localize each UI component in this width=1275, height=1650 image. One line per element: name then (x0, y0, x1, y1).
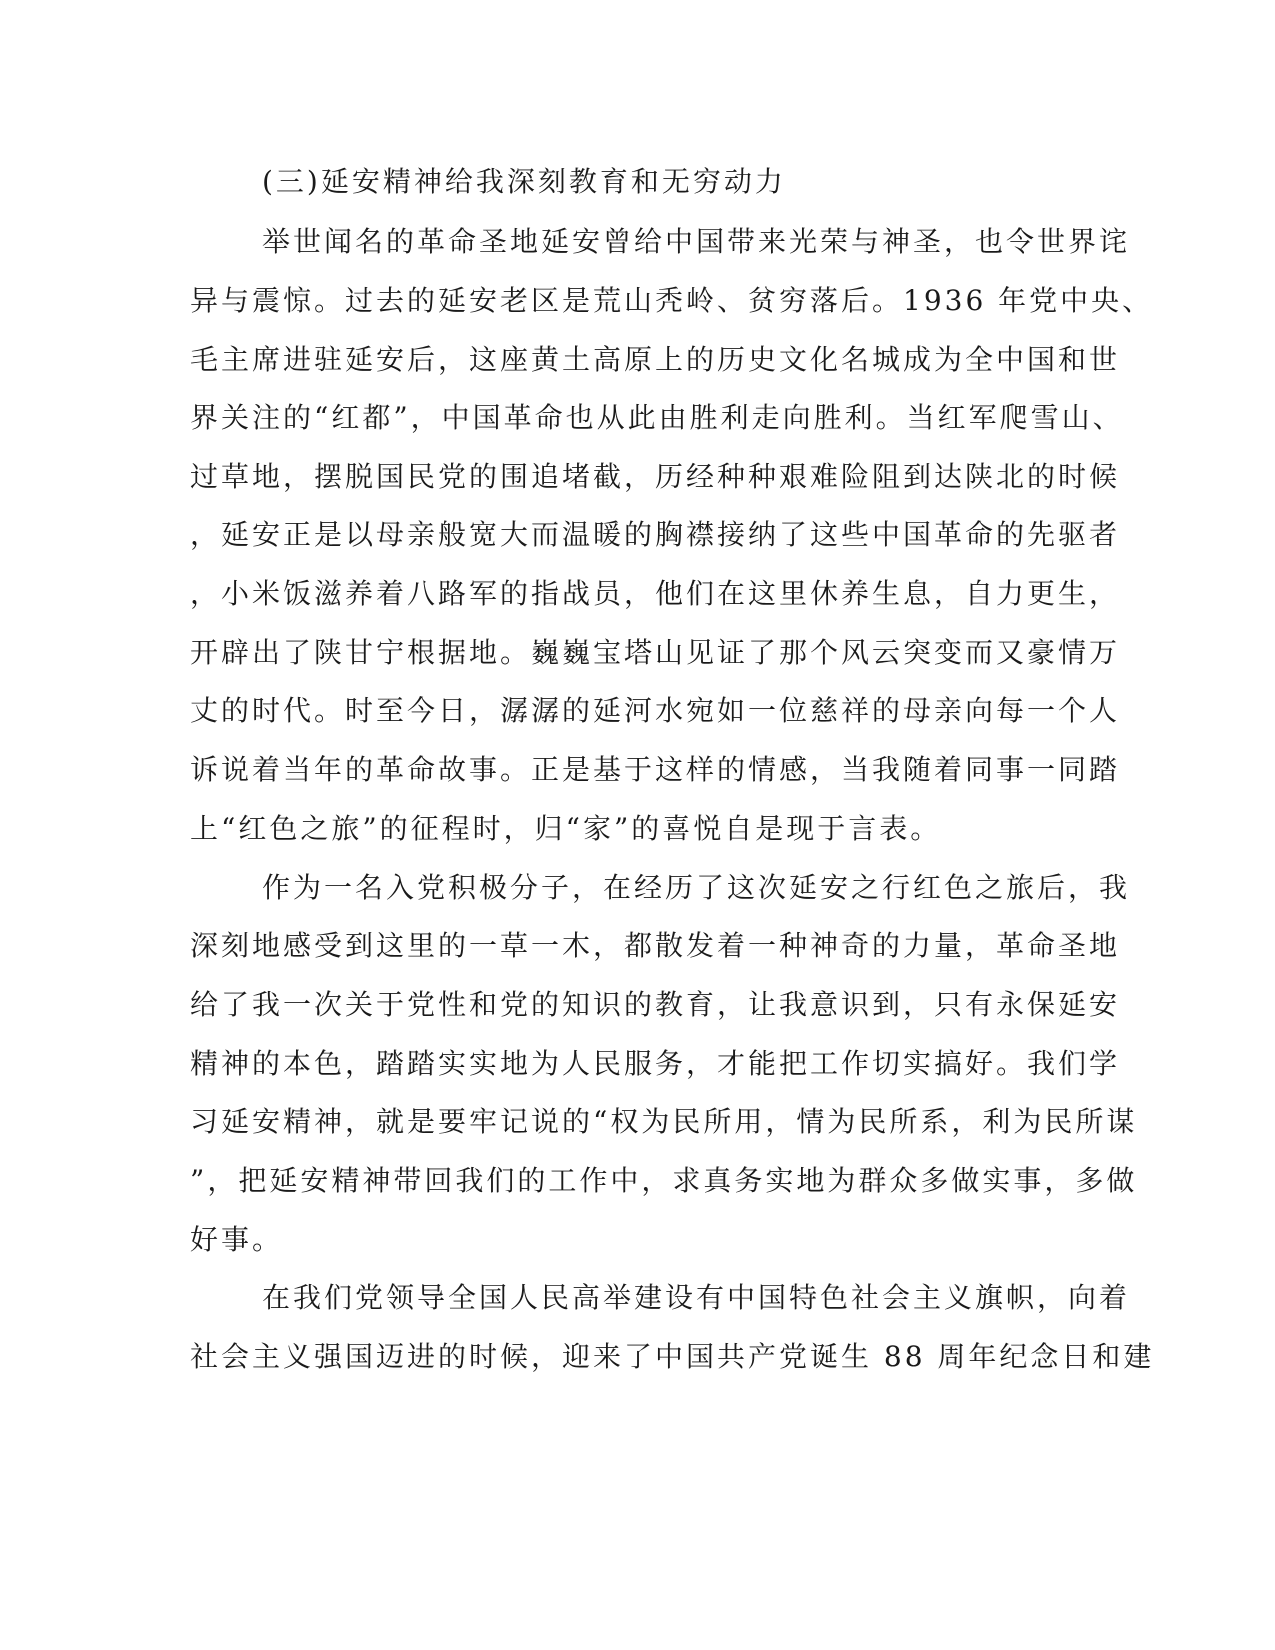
paragraph-line: 异与震惊。过去的延安老区是荒山秃岭、贫穷落后。1936 年党中央、 (190, 284, 1154, 317)
paragraph-line: 给了我一次关于党性和党的知识的教育，让我意识到，只有永保延安 (190, 988, 1121, 1021)
paragraph-line: 诉说着当年的革命故事。正是基于这样的情感，当我随着同事一同踏 (190, 753, 1121, 786)
paragraph-line: 举世闻名的革命圣地延安曾给中国带来光荣与神圣，也令世界诧 (262, 225, 1131, 258)
paragraph-line: 作为一名入党积极分子，在经历了这次延安之行红色之旅后，我 (262, 871, 1131, 904)
paragraph-line: 丈的时代。时至今日，潺潺的延河水宛如一位慈祥的母亲向每一个人 (190, 694, 1121, 727)
paragraph-line: 过草地，摆脱国民党的围追堵截，历经种种艰难险阻到达陕北的时候 (190, 460, 1121, 493)
paragraph-line: 界关注的“红都”，中国革命也从此由胜利走向胜利。当红军爬雪山、 (190, 401, 1124, 434)
paragraph-line: 上“红色之旅”的征程时，归“家”的喜悦自是现于言表。 (190, 812, 942, 845)
paragraph-line: ，小米饭滋养着八路军的指战员，他们在这里休养生息，自力更生， (190, 577, 1121, 610)
paragraph-line: 习延安精神，就是要牢记说的“权为民所用，情为民所系，利为民所谋 (190, 1105, 1138, 1138)
paragraph-line: 深刻地感受到这里的一草一木，都散发着一种神奇的力量，革命圣地 (190, 929, 1121, 962)
paragraph-line: 开辟出了陕甘宁根据地。巍巍宝塔山见证了那个风云突变而又豪情万 (190, 636, 1121, 669)
paragraph-line: 社会主义强国迈进的时候，迎来了中国共产党诞生 88 周年纪念日和建 (190, 1340, 1155, 1373)
paragraph-line: ”，把延安精神带回我们的工作中，求真务实地为群众多做实事，多做 (190, 1164, 1138, 1197)
section-heading: (三)延安精神给我深刻教育和无穷动力 (262, 165, 786, 198)
paragraph-line: 毛主席进驻延安后，这座黄土高原上的历史文化名城成为全中国和世 (190, 343, 1121, 376)
paragraph-line: 在我们党领导全国人民高举建设有中国特色社会主义旗帜，向着 (262, 1281, 1131, 1314)
paragraph-line: 精神的本色，踏踏实实地为人民服务，才能把工作切实搞好。我们学 (190, 1047, 1121, 1080)
paragraph-line: 好事。 (190, 1223, 284, 1256)
paragraph-line: ，延安正是以母亲般宽大而温暖的胸襟接纳了这些中国革命的先驱者 (190, 518, 1121, 551)
